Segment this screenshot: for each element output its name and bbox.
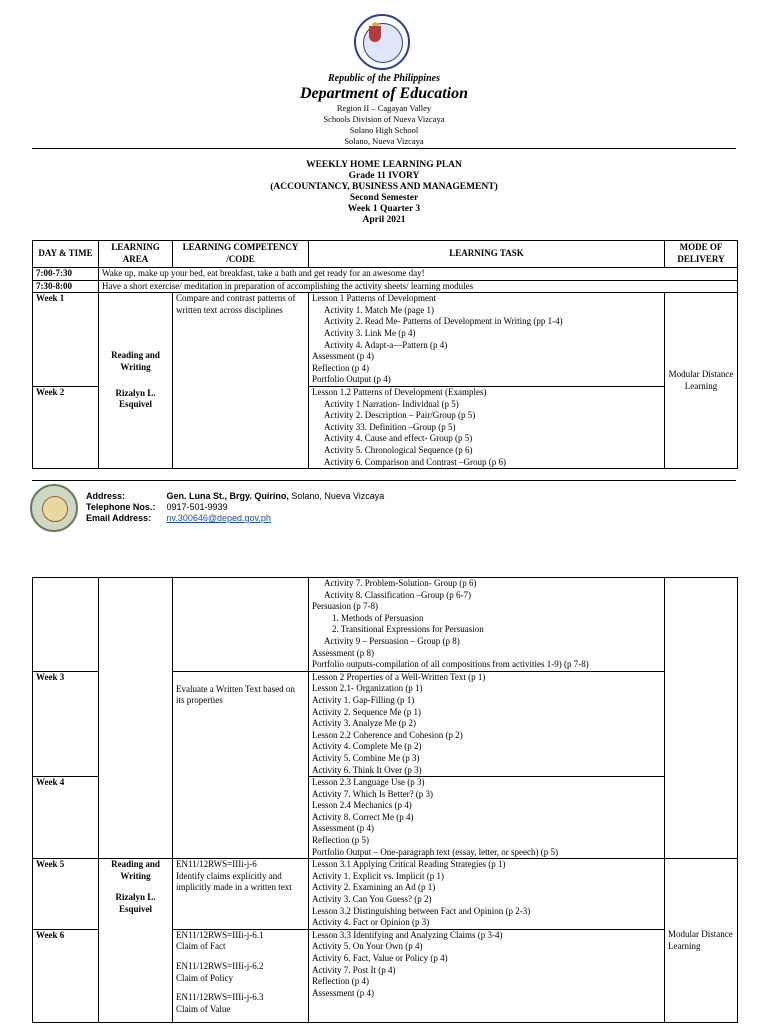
continued-delivery-cell <box>665 578 738 859</box>
list-item: Activity 8. Correct Me (p 4) <box>312 811 414 822</box>
list-item: Activity 6. Comparison and Contrast –Group (p 6) <box>324 456 506 467</box>
footer-address <box>86 491 384 501</box>
learning-area-cell <box>99 293 173 469</box>
footer-email <box>86 513 271 523</box>
week-3-tasks <box>309 671 665 776</box>
list-item: Portfolio Output – One-paragraph text (essay, letter, or speech) (p 5) <box>312 846 558 857</box>
plan-quarter: Week 1 Quarter 3 <box>347 204 421 214</box>
delivery-mode: Modular Distance Learning <box>665 293 738 469</box>
list-item: Lesson 2 Properties of a Well-Written Text (p 1) <box>312 671 486 682</box>
deped-seal <box>354 14 410 70</box>
list-item: Activity 8. Classification –Group (p 6-7) <box>324 589 471 600</box>
republic-line: Republic of the Philippines <box>328 73 440 84</box>
week-6-claim-policy: Claim of Policy <box>176 972 233 983</box>
list-item: Portfolio outputs-compilation of all compositions from activities 1-9) (p 7-8) <box>312 659 589 670</box>
email-link[interactable]: nv.300646@deped.gov.ph <box>166 513 271 523</box>
plan-semester: Second Semester <box>349 193 419 203</box>
list-item: Activity 5. On Your Own (p 4) <box>312 941 423 952</box>
continued-tasks <box>309 578 665 672</box>
learning-plan-table-continued <box>32 577 738 1023</box>
list-item: Activity 1. Gap-Filling (p 1) <box>312 694 415 705</box>
list-item: Activity 4. Complete Me (p 2) <box>312 741 422 752</box>
time-slot-1: 7:00-7:30 <box>33 268 99 281</box>
list-item: Activity 2. Sequence Me (p 1) <box>312 706 421 717</box>
department-name: Department of Education <box>299 85 468 102</box>
list-item: Reflection (p 4) <box>312 976 369 987</box>
week-5-competency-cell <box>173 859 309 930</box>
week-5-label: Week 5 <box>33 859 99 930</box>
week-3-competency-cell <box>173 671 309 859</box>
list-item: Reflection (p 4) <box>312 362 369 373</box>
week-2-tasks <box>309 386 665 468</box>
address-label: Address: <box>86 491 126 501</box>
list-item: Activity 1 Narration- Individual (p 5) <box>324 398 459 409</box>
list-item: Activity 2. Examining an Ad (p 1) <box>312 882 436 893</box>
week-5-competency: Identify claims explicitly and implicitly made in a written text <box>176 870 292 893</box>
list-item: Assessment (p 4) <box>312 351 374 362</box>
plan-strand: (ACCOUNTANCY, BUSINESS AND MANAGEMENT) <box>270 182 498 192</box>
email-label: Email Address: <box>86 513 152 523</box>
address-town: Solano, Nueva Vizcaya <box>291 491 385 501</box>
list-item: Activity 7. Problem-Solution- Group (p 6) <box>324 578 477 588</box>
list-item: Activity 1. Explicit vs. Implicit (p 1) <box>312 870 444 881</box>
week-6-claim-fact: Claim of Fact <box>176 941 226 952</box>
list-item: Lesson 3.2 Distinguishing between Fact and Opinion (p 2-3) <box>312 905 531 916</box>
header-mode-of-delivery: MODE OF DELIVERY <box>665 241 738 268</box>
week-6-code-3: EN11/12RWS=IIIi-j-6.3 <box>176 992 264 1003</box>
header-competency: LEARNING COMPETENCY /CODE <box>173 241 309 268</box>
header-divider <box>32 148 736 149</box>
week-3-competency: Evaluate a Written Text based on its properties <box>176 683 295 706</box>
continued-day-cell <box>33 578 99 672</box>
plan-grade: Grade 11 IVORY <box>348 171 420 181</box>
location-line: Solano, Nueva Vizcaya <box>344 136 424 146</box>
list-item: Activity 3. Link Me (p 4) <box>324 327 416 338</box>
list-item: 2. Transitional Expressions for Persuasion <box>332 624 484 635</box>
header-learning-area: LEARNING AREA <box>99 241 173 268</box>
list-item: Activity 6. Fact, Value or Policy (p 4) <box>312 953 448 963</box>
list-item: Activity 2. Description – Pair/Group (p 5) <box>324 410 476 421</box>
list-item: Assessment (p 8) <box>312 647 374 658</box>
time-slot-2: 7:30-8:00 <box>33 280 99 293</box>
phone-label: Telephone Nos.: <box>86 502 156 512</box>
list-item: Portfolio Output (p 4) <box>312 374 391 385</box>
learning-plan-table <box>32 240 738 469</box>
week-5-tasks <box>309 859 665 930</box>
week-1-label: Week 1 <box>33 293 99 387</box>
region-line: Region II – Cagayan Valley <box>336 103 432 113</box>
list-item: Lesson 2.3 Language Use (p 3) <box>312 777 425 788</box>
list-item: Lesson 2.4 Mechanics (p 4) <box>312 800 412 811</box>
plan-date: April 2021 <box>362 215 406 225</box>
plan-title: WEEKLY HOME LEARNING PLAN <box>306 160 462 170</box>
week-1-tasks <box>309 293 665 387</box>
list-item: Activity 7. Which Is Better? (p 3) <box>312 788 434 799</box>
learning-area-cell-2 <box>99 859 173 1023</box>
continued-area-cell <box>99 578 173 859</box>
list-item: Activity 3. Can You Guess? (p 2) <box>312 894 432 905</box>
week-6-code-1: EN11/12RWS=IIIi-j-6.1 <box>176 929 264 940</box>
week-6-code-2: EN11/12RWS=IIIi-j-6.2 <box>176 961 264 971</box>
school-logo <box>30 484 78 532</box>
phone-number: 0917-501-9939 <box>166 502 228 512</box>
header-day-time: DAY & TIME <box>33 241 99 268</box>
week-5-code: EN11/12RWS=IIIi-j-6 <box>176 859 257 870</box>
list-item: Reflection (p 5) <box>312 835 369 846</box>
list-item: Activity 1. Match Me (page 1) <box>324 304 434 315</box>
week-6-tasks <box>309 929 665 1022</box>
learning-area-name: Reading and Writing <box>111 859 160 881</box>
list-item: Activity 4. Cause and effect- Group (p 5) <box>324 433 473 444</box>
teacher-name: Rizalyn L. Esquivel <box>115 387 156 410</box>
week-6-competency-cell <box>173 929 309 1022</box>
time-slot-1-task: Wake up, make up your bed, eat breakfast, take a bath and get ready for an awesome day! <box>99 268 738 281</box>
week-4-label: Week 4 <box>33 777 99 859</box>
list-item: Activity 6. Think It Over (p 3) <box>312 764 422 775</box>
learning-area-name: Reading and Writing <box>111 350 160 373</box>
footer-divider <box>32 480 736 481</box>
delivery-mode-2: Modular Distance Learning <box>665 859 738 1023</box>
time-slot-2-task: Have a short exercise/ meditation in preparation of accomplishing the activity sheets/ learning modules <box>99 280 738 293</box>
list-item: Activity 4. Adapt-a—Pattern (p 4) <box>324 339 448 350</box>
week-2-label: Week 2 <box>33 386 99 468</box>
list-item: Activity 5. Combine Me (p 3) <box>312 752 420 763</box>
list-item: Lesson 1 Patterns of Development <box>312 293 436 304</box>
list-item: Lesson 1.2 Patterns of Development (Examples) <box>312 386 487 397</box>
list-item: Activity 4. Fact or Opinion (p 3) <box>312 917 430 928</box>
list-item: Activity 7. Post It (p 4) <box>312 964 396 975</box>
list-item: Lesson 3.3 Identifying and Analyzing Claims (p 3-4) <box>312 929 503 940</box>
week-4-tasks <box>309 777 665 859</box>
list-item: Activity 9 – Persuasion – Group (p 8) <box>324 635 460 646</box>
list-item: Lesson 2.2 Coherence and Cohesion (p 2) <box>312 729 463 740</box>
list-item: Activity 2. Read Me- Patterns of Development in Writing (pp 1-4) <box>324 316 563 327</box>
week-3-label: Week 3 <box>33 671 99 776</box>
division-line: Schools Division of Nueva Vizcaya <box>323 114 445 124</box>
list-item: Persuasion (p 7-8) <box>312 601 378 612</box>
list-item: 1. Methods of Persuasion <box>332 612 424 623</box>
address-street: Gen. Luna St., Brgy. Quirino, <box>166 491 289 501</box>
teacher-name: Rizalyn L. Esquivel <box>115 892 156 915</box>
week-6-label: Week 6 <box>33 929 99 1022</box>
list-item: Assessment (p 4) <box>312 823 374 834</box>
list-item: Assessment (p 4) <box>312 987 374 998</box>
week-6-claim-value: Claim of Value <box>176 1003 231 1014</box>
list-item: Lesson 3.1 Applying Critical Reading Strategies (p 1) <box>312 859 506 870</box>
header-learning-task: LEARNING TASK <box>309 241 665 268</box>
list-item: Lesson 2.1- Organization (p 1) <box>312 683 423 694</box>
school-line: Solano High School <box>349 125 419 135</box>
week-1-competency: Compare and contrast patterns of written text across disciplines <box>173 293 309 469</box>
list-item: Activity 5. Chronological Sequence (p 6) <box>324 444 473 455</box>
continued-competency-cell <box>173 578 309 672</box>
list-item: Activity 3. Analyze Me (p 2) <box>312 718 416 729</box>
footer-phone <box>86 502 228 512</box>
list-item: Activity 33. Definition –Group (p 5) <box>324 421 456 432</box>
